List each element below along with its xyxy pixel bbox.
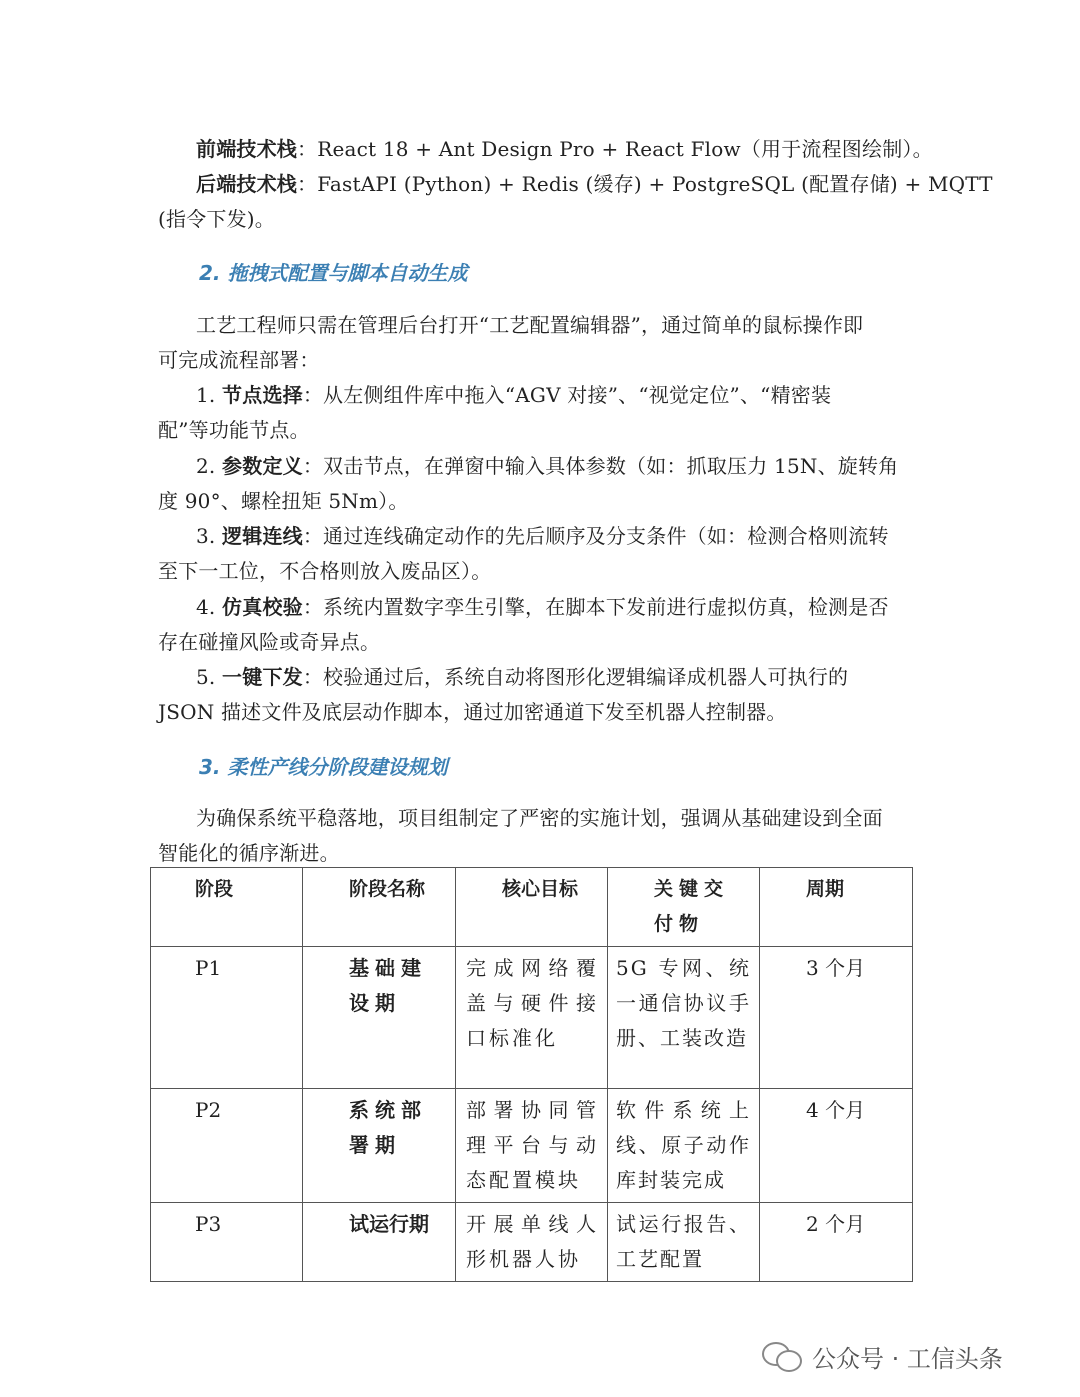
step-4-line-1 [196, 590, 928, 625]
watermark-text: 公众号 · 工信头条 [812, 1344, 1003, 1373]
cell-core-goal: 开展单线人形机器人协 [456, 1203, 608, 1282]
step-2-num: 2. [196, 454, 223, 478]
header-period: 周期 [760, 868, 913, 947]
plan-table [150, 867, 913, 1282]
watermark [760, 1336, 1003, 1376]
step-1-num: 1. [196, 383, 223, 407]
backend-stack-label: 后端技术栈 [196, 172, 297, 196]
step-1-line-1 [196, 378, 928, 413]
frontend-stack-label: 前端技术栈 [196, 137, 297, 161]
cell-phase-name: 基础建设期 [303, 947, 456, 1089]
step-2-line-1 [196, 449, 928, 484]
step-2-label: 参数定义 [222, 454, 303, 478]
wechat-icon [760, 1338, 804, 1374]
step-5-line-2: JSON 描述文件及底层动作脚本，通过加密通道下发至机器人控制器。 [158, 700, 787, 724]
step-3-text: ：通过连线确定动作的先后顺序及分支条件（如：检测合格则流转 [302, 524, 889, 548]
table-row [151, 947, 913, 1089]
table-header-row [151, 868, 913, 947]
step-5-num: 5. [196, 665, 223, 689]
step-4-line-2: 存在碰撞风险或奇异点。 [158, 630, 381, 654]
step-1-line-2: 配”等功能节点。 [158, 418, 310, 442]
step-5-label: 一键下发 [222, 665, 303, 689]
cell-period: 2 个月 [760, 1203, 913, 1282]
header-deliverables: 关键交付物 [608, 868, 760, 947]
table-row [151, 1089, 913, 1203]
cell-phase-name: 试运行期 [303, 1203, 456, 1282]
step-1-text: ：从左侧组件库中拖入“AGV 对接”、“视觉定位”、“精密装 [302, 383, 832, 407]
cell-core-goal: 完成网络覆盖与硬件接口标准化 [456, 947, 608, 1089]
cell-phase: P2 [151, 1089, 303, 1203]
cell-phase-name: 系统部署期 [303, 1089, 456, 1203]
cell-deliverables: 软件系统上线、原子动作库封装完成 [608, 1089, 760, 1203]
backend-stack-line [196, 167, 993, 202]
step-4-text: ：系统内置数字孪生引擎，在脚本下发前进行虚拟仿真，检测是否 [302, 595, 889, 619]
step-4-num: 4. [196, 595, 223, 619]
section3-intro-2: 智能化的循序渐进。 [158, 841, 340, 865]
step-5-text: ：校验通过后，系统自动将图形化逻辑编译成机器人可执行的 [302, 665, 849, 689]
table-row [151, 1203, 913, 1282]
section3-intro-1: 为确保系统平稳落地，项目组制定了严密的实施计划，强调从基础建设到全面 [196, 806, 883, 830]
cell-period: 4 个月 [760, 1089, 913, 1203]
step-2-text: ：双击节点，在弹窗中输入具体参数（如：抓取压力 15N、旋转角 [302, 454, 899, 478]
step-5-line-1 [196, 660, 928, 695]
backend-stack-value: ：FastAPI (Python) + Redis (缓存) + PostgreSQL (配置存储) + MQTT [297, 172, 993, 196]
step-4-label: 仿真校验 [222, 595, 303, 619]
section3-heading: 3. 柔性产线分阶段建设规划 [199, 755, 448, 779]
cell-period: 3 个月 [760, 947, 913, 1089]
cell-core-goal: 部署协同管理平台与动态配置模块 [456, 1089, 608, 1203]
header-phase: 阶段 [151, 868, 303, 947]
header-core-goal: 核心目标 [456, 868, 608, 947]
frontend-stack-value: ：React 18 + Ant Design Pro + React Flow（用于流程图绘制）。 [297, 137, 933, 161]
step-3-num: 3. [196, 524, 223, 548]
section2-intro-1: 工艺工程师只需在管理后台打开“工艺配置编辑器”，通过简单的鼠标操作即 [196, 313, 864, 337]
step-3-line-2: 至下一工位，不合格则放入废品区）。 [158, 559, 492, 583]
step-3-label: 逻辑连线 [222, 524, 303, 548]
header-phase-name: 阶段名称 [303, 868, 456, 947]
cell-deliverables: 5G 专网、统一通信协议手册、工装改造 [608, 947, 760, 1089]
backend-stack-cont: (指令下发)。 [158, 207, 276, 231]
step-2-line-2: 度 90°、螺栓扭矩 5Nm）。 [158, 489, 409, 513]
section2-heading: 2. 拖拽式配置与脚本自动生成 [199, 261, 468, 285]
cell-deliverables: 试运行报告、工艺配置 [608, 1203, 760, 1282]
step-1-label: 节点选择 [222, 383, 303, 407]
cell-phase: P3 [151, 1203, 303, 1282]
frontend-stack-line [196, 132, 933, 167]
cell-phase: P1 [151, 947, 303, 1089]
step-3-line-1 [196, 519, 928, 554]
section2-intro-2: 可完成流程部署： [158, 348, 320, 372]
